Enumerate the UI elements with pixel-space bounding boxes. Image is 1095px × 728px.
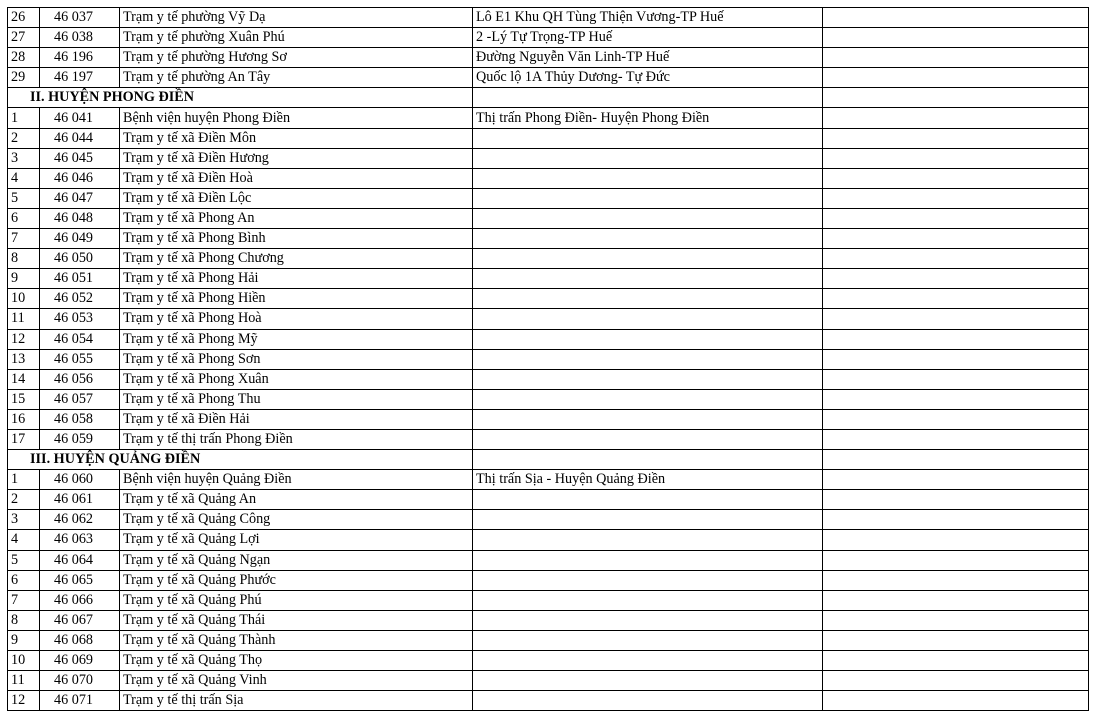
facility-address-cell: [473, 208, 823, 228]
facility-address-cell: [473, 530, 823, 550]
facility-address-cell: Lô E1 Khu QH Tùng Thiện Vương-TP Huế: [473, 8, 823, 28]
facility-name-cell: Trạm y tế xã Quảng An: [120, 490, 473, 510]
facility-code-cell: 46 053: [40, 309, 120, 329]
facility-code-cell: 46 057: [40, 389, 120, 409]
facility-code-cell: 46 068: [40, 630, 120, 650]
extra-column-cell: [823, 148, 1089, 168]
extra-column-cell: [823, 128, 1089, 148]
facility-address-cell: [473, 168, 823, 188]
table-row: [8, 389, 1089, 409]
extra-column-cell: [823, 691, 1089, 711]
extra-column-cell: [823, 349, 1089, 369]
extra-column-cell: [823, 309, 1089, 329]
facility-address-cell: [473, 349, 823, 369]
section-address-cell: [473, 450, 823, 470]
table-row: [8, 490, 1089, 510]
facility-code-cell: 46 056: [40, 369, 120, 389]
row-number-cell: 6: [8, 208, 40, 228]
row-number-cell: 3: [8, 148, 40, 168]
facility-address-cell: [473, 188, 823, 208]
table-row: [8, 530, 1089, 550]
row-number-cell: 13: [8, 349, 40, 369]
facility-address-cell: [473, 590, 823, 610]
facility-address-cell: Thị trấn Sịa - Huyện Quảng Điền: [473, 470, 823, 490]
row-number-cell: 28: [8, 48, 40, 68]
table-row: [8, 671, 1089, 691]
extra-column-cell: [823, 530, 1089, 550]
extra-column-cell: [823, 610, 1089, 630]
row-number-cell: 6: [8, 570, 40, 590]
extra-column-cell: [823, 208, 1089, 228]
row-number-cell: 12: [8, 691, 40, 711]
facility-code-cell: 46 041: [40, 108, 120, 128]
facility-name-cell: Trạm y tế phường An Tây: [120, 68, 473, 88]
facility-code-cell: 46 069: [40, 651, 120, 671]
facility-name-cell: Trạm y tế xã Phong Bình: [120, 229, 473, 249]
table-row: [8, 269, 1089, 289]
facility-name-cell: Trạm y tế xã Quảng Thọ: [120, 651, 473, 671]
extra-column-cell: [823, 229, 1089, 249]
row-number-cell: 26: [8, 8, 40, 28]
facility-address-cell: [473, 671, 823, 691]
table-row: [8, 409, 1089, 429]
facility-address-cell: [473, 409, 823, 429]
facility-address-cell: [473, 389, 823, 409]
table-row: [8, 168, 1089, 188]
facility-address-cell: [473, 369, 823, 389]
extra-column-cell: [823, 28, 1089, 48]
row-number-cell: 8: [8, 249, 40, 269]
facility-code-cell: 46 071: [40, 691, 120, 711]
facility-code-cell: 46 045: [40, 148, 120, 168]
table-row: [8, 610, 1089, 630]
facility-address-cell: [473, 269, 823, 289]
table-row: [8, 28, 1089, 48]
extra-column-cell: [823, 490, 1089, 510]
facility-address-cell: [473, 229, 823, 249]
extra-column-cell: [823, 188, 1089, 208]
table-row: [8, 691, 1089, 711]
table-row: [8, 188, 1089, 208]
table-row: [8, 651, 1089, 671]
table-row: [8, 429, 1089, 449]
facility-code-cell: 46 061: [40, 490, 120, 510]
extra-column-cell: [823, 570, 1089, 590]
table-row: [8, 108, 1089, 128]
facility-table-body: [8, 8, 1089, 711]
extra-column-cell: [823, 48, 1089, 68]
extra-column-cell: [823, 409, 1089, 429]
extra-column-cell: [823, 550, 1089, 570]
facility-name-cell: Trạm y tế xã Điền Hoà: [120, 168, 473, 188]
facility-address-cell: [473, 691, 823, 711]
extra-column-cell: [823, 651, 1089, 671]
facility-name-cell: Trạm y tế xã Điền Hương: [120, 148, 473, 168]
facility-code-cell: 46 062: [40, 510, 120, 530]
row-number-cell: 2: [8, 128, 40, 148]
section-address-cell: [473, 88, 823, 108]
facility-address-cell: [473, 490, 823, 510]
facility-code-cell: 46 070: [40, 671, 120, 691]
row-number-cell: 2: [8, 490, 40, 510]
facility-address-cell: [473, 148, 823, 168]
row-number-cell: 3: [8, 510, 40, 530]
table-row: [8, 309, 1089, 329]
extra-column-cell: [823, 269, 1089, 289]
facility-address-cell: [473, 610, 823, 630]
row-number-cell: 17: [8, 429, 40, 449]
table-row: [8, 349, 1089, 369]
extra-column-cell: [823, 470, 1089, 490]
facility-address-cell: [473, 128, 823, 148]
facility-code-cell: 46 196: [40, 48, 120, 68]
facility-code-cell: 46 055: [40, 349, 120, 369]
facility-name-cell: Trạm y tế xã Phong An: [120, 208, 473, 228]
facility-address-cell: [473, 289, 823, 309]
row-number-cell: 16: [8, 409, 40, 429]
extra-column-cell: [823, 68, 1089, 88]
extra-column-cell: [823, 429, 1089, 449]
row-number-cell: 10: [8, 289, 40, 309]
facility-name-cell: Trạm y tế phường Vỹ Dạ: [120, 8, 473, 28]
facility-name-cell: Trạm y tế xã Phong Hiền: [120, 289, 473, 309]
facility-address-cell: [473, 570, 823, 590]
extra-column-cell: [823, 369, 1089, 389]
table-row: [8, 470, 1089, 490]
facility-code-cell: 46 060: [40, 470, 120, 490]
row-number-cell: 7: [8, 229, 40, 249]
facility-name-cell: Trạm y tế xã Phong Sơn: [120, 349, 473, 369]
facility-code-cell: 46 046: [40, 168, 120, 188]
facility-address-cell: 2 -Lý Tự Trọng-TP Huế: [473, 28, 823, 48]
row-number-cell: 5: [8, 550, 40, 570]
facility-code-cell: 46 044: [40, 128, 120, 148]
facility-name-cell: Trạm y tế xã Quảng Phú: [120, 590, 473, 610]
table-row: [8, 369, 1089, 389]
facility-name-cell: Trạm y tế xã Phong Xuân: [120, 369, 473, 389]
extra-column-cell: [823, 510, 1089, 530]
table-row: [8, 289, 1089, 309]
extra-column-cell: [823, 630, 1089, 650]
facility-name-cell: Trạm y tế xã Quảng Vinh: [120, 671, 473, 691]
table-row: [8, 329, 1089, 349]
row-number-cell: 11: [8, 309, 40, 329]
facility-name-cell: Trạm y tế xã Phong Hải: [120, 269, 473, 289]
row-number-cell: 5: [8, 188, 40, 208]
table-row: [8, 48, 1089, 68]
facility-address-cell: [473, 309, 823, 329]
table-row: [8, 68, 1089, 88]
row-number-cell: 1: [8, 470, 40, 490]
section-title: III. HUYỆN QUẢNG ĐIỀN: [8, 450, 473, 470]
row-number-cell: 7: [8, 590, 40, 610]
facility-name-cell: Trạm y tế xã Phong Chương: [120, 249, 473, 269]
extra-column-cell: [823, 168, 1089, 188]
facility-address-cell: Thị trấn Phong Điền- Huyện Phong Điền: [473, 108, 823, 128]
facility-name-cell: Trạm y tế xã Điền Lộc: [120, 188, 473, 208]
extra-column-cell: [823, 590, 1089, 610]
facility-code-cell: 46 059: [40, 429, 120, 449]
facility-name-cell: Trạm y tế xã Quảng Thái: [120, 610, 473, 630]
table-row: [8, 630, 1089, 650]
extra-column-cell: [823, 671, 1089, 691]
facility-code-cell: 46 058: [40, 409, 120, 429]
facility-address-cell: [473, 429, 823, 449]
table-row: [8, 249, 1089, 269]
facility-code-cell: 46 049: [40, 229, 120, 249]
table-row: [8, 8, 1089, 28]
facility-code-cell: 46 038: [40, 28, 120, 48]
facility-code-cell: 46 050: [40, 249, 120, 269]
table-row: [8, 570, 1089, 590]
facility-address-cell: Đường Nguyễn Văn Linh-TP Huế: [473, 48, 823, 68]
row-number-cell: 15: [8, 389, 40, 409]
facility-name-cell: Trạm y tế xã Phong Thu: [120, 389, 473, 409]
section-header-row: [8, 88, 1089, 108]
row-number-cell: 11: [8, 671, 40, 691]
section-title: II. HUYỆN PHONG ĐIỀN: [8, 88, 473, 108]
facility-code-cell: 46 065: [40, 570, 120, 590]
table-row: [8, 550, 1089, 570]
facility-code-cell: 46 047: [40, 188, 120, 208]
facility-address-cell: [473, 329, 823, 349]
facility-name-cell: Trạm y tế thị trấn Sịa: [120, 691, 473, 711]
facility-name-cell: Trạm y tế xã Quảng Ngạn: [120, 550, 473, 570]
facility-address-cell: [473, 249, 823, 269]
row-number-cell: 12: [8, 329, 40, 349]
extra-column-cell: [823, 249, 1089, 269]
facility-name-cell: Trạm y tế thị trấn Phong Điền: [120, 429, 473, 449]
facility-code-cell: 46 064: [40, 550, 120, 570]
facility-code-cell: 46 054: [40, 329, 120, 349]
facility-address-cell: [473, 510, 823, 530]
facility-table: [7, 7, 1089, 711]
table-row: [8, 590, 1089, 610]
table-row: [8, 208, 1089, 228]
facility-code-cell: 46 066: [40, 590, 120, 610]
facility-name-cell: Trạm y tế xã Điền Môn: [120, 128, 473, 148]
section-extra-cell: [823, 88, 1089, 108]
facility-name-cell: Trạm y tế xã Điền Hải: [120, 409, 473, 429]
facility-name-cell: Trạm y tế phường Xuân Phú: [120, 28, 473, 48]
table-row: [8, 128, 1089, 148]
table-row: [8, 148, 1089, 168]
row-number-cell: 8: [8, 610, 40, 630]
row-number-cell: 4: [8, 168, 40, 188]
row-number-cell: 10: [8, 651, 40, 671]
row-number-cell: 9: [8, 630, 40, 650]
facility-code-cell: 46 051: [40, 269, 120, 289]
row-number-cell: 1: [8, 108, 40, 128]
facility-code-cell: 46 037: [40, 8, 120, 28]
row-number-cell: 14: [8, 369, 40, 389]
facility-name-cell: Trạm y tế xã Quảng Phước: [120, 570, 473, 590]
facility-name-cell: Trạm y tế phường Hương Sơ: [120, 48, 473, 68]
facility-address-cell: [473, 651, 823, 671]
row-number-cell: 4: [8, 530, 40, 550]
extra-column-cell: [823, 8, 1089, 28]
facility-code-cell: 46 197: [40, 68, 120, 88]
facility-name-cell: Trạm y tế xã Phong Mỹ: [120, 329, 473, 349]
facility-name-cell: Trạm y tế xã Quảng Công: [120, 510, 473, 530]
facility-name-cell: Trạm y tế xã Phong Hoà: [120, 309, 473, 329]
section-extra-cell: [823, 450, 1089, 470]
facility-address-cell: [473, 630, 823, 650]
extra-column-cell: [823, 329, 1089, 349]
facility-name-cell: Bệnh viện huyện Phong Điền: [120, 108, 473, 128]
facility-code-cell: 46 048: [40, 208, 120, 228]
extra-column-cell: [823, 289, 1089, 309]
extra-column-cell: [823, 389, 1089, 409]
facility-name-cell: Trạm y tế xã Quảng Thành: [120, 630, 473, 650]
table-row: [8, 510, 1089, 530]
table-row: [8, 229, 1089, 249]
facility-address-cell: [473, 550, 823, 570]
facility-name-cell: Trạm y tế xã Quảng Lợi: [120, 530, 473, 550]
facility-name-cell: Bệnh viện huyện Quảng Điền: [120, 470, 473, 490]
row-number-cell: 9: [8, 269, 40, 289]
facility-code-cell: 46 067: [40, 610, 120, 630]
row-number-cell: 29: [8, 68, 40, 88]
facility-address-cell: Quốc lộ 1A Thủy Dương- Tự Đức: [473, 68, 823, 88]
extra-column-cell: [823, 108, 1089, 128]
row-number-cell: 27: [8, 28, 40, 48]
facility-code-cell: 46 063: [40, 530, 120, 550]
facility-code-cell: 46 052: [40, 289, 120, 309]
section-header-row: [8, 450, 1089, 470]
